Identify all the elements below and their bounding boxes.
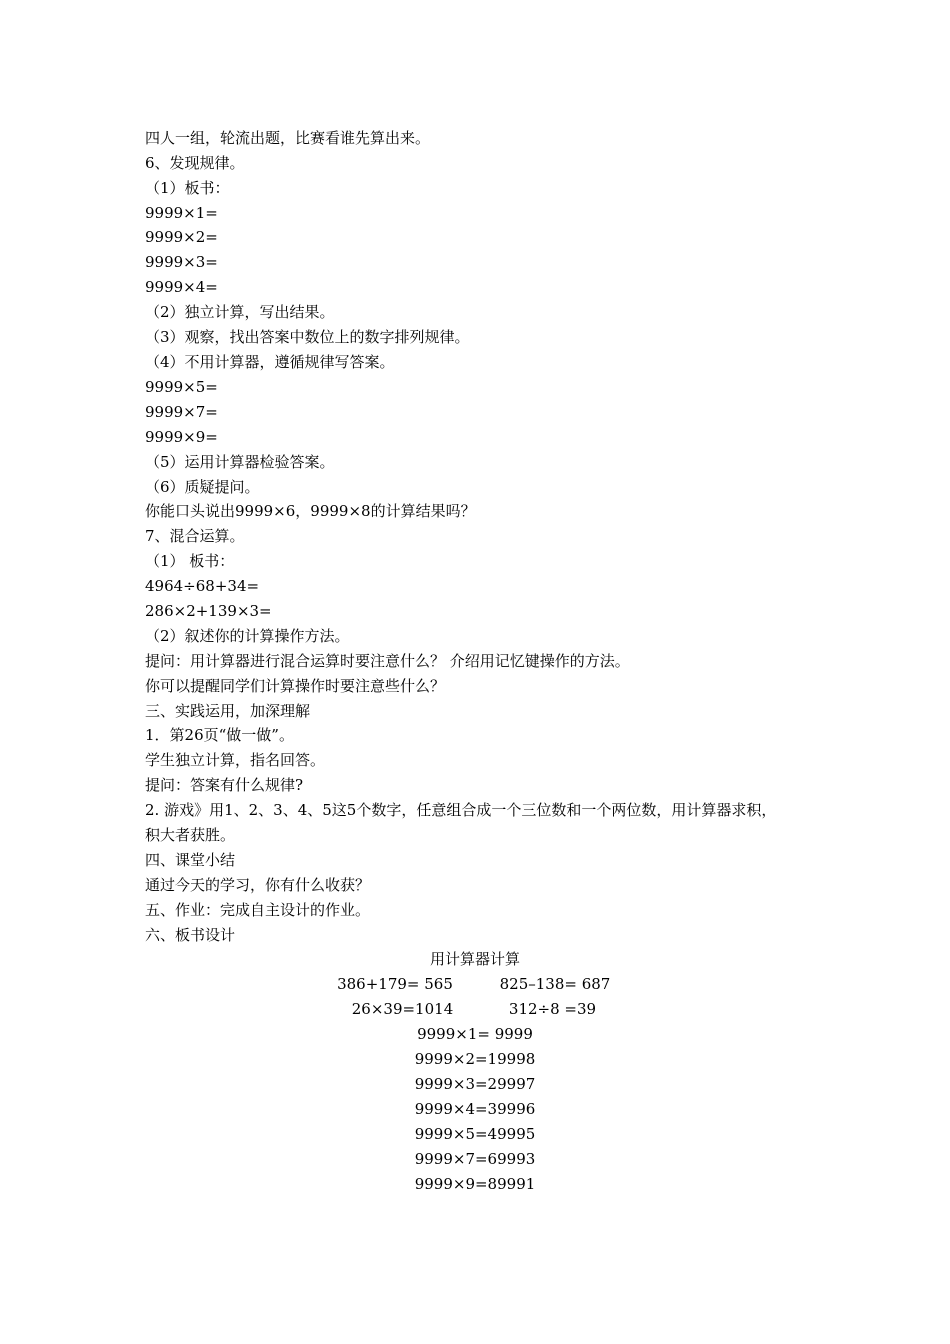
equation-line: 9999×2= (145, 228, 218, 246)
board-result: 9999×3=29997 (414, 1075, 536, 1093)
text-line: 积大者获胜。 (145, 826, 236, 844)
text-line: （3）观察，找出答案中数位上的数字排列规律。 (145, 328, 470, 346)
text-line: 1．第26页“做一做”。 (145, 726, 294, 744)
equation-line: 9999×1= (145, 204, 218, 222)
board-equation: 386+179= 565 (337, 975, 453, 993)
section-heading: 三、实践运用，加深理解 (145, 702, 311, 720)
text-line: 你可以提醒同学们计算操作时要注意些什么？ (145, 677, 446, 695)
board-result: 9999×7=69993 (414, 1150, 536, 1168)
text-line: 提问：答案有什么规律? (145, 776, 304, 794)
equation-line: 9999×9= (145, 428, 218, 446)
board-result: 9999×4=39996 (414, 1100, 536, 1118)
text-line: （5）运用计算器检验答案。 (145, 453, 335, 471)
board-result: 9999×2=19998 (414, 1050, 536, 1068)
text-line: （4）不用计算器，遵循规律写答案。 (145, 353, 395, 371)
text-line: 提问：用计算器进行混合运算时要注意什么？ 介绍用记忆键操作的方法。 (145, 652, 630, 670)
text-line: 学生独立计算，指名回答。 (145, 751, 326, 769)
section-heading: 五、作业：完成自主设计的作业。 (145, 901, 371, 919)
section-heading: 四、课堂小结 (145, 851, 236, 869)
text-line: （1）板书： (145, 179, 230, 197)
board-equation: 26×39=1014 (351, 1000, 454, 1018)
text-line: 四人一组，轮流出题，比赛看谁先算出来。 (145, 129, 431, 147)
equation-line: 9999×5= (145, 378, 218, 396)
board-result: 9999×5=49995 (414, 1125, 536, 1143)
equation-line: 9999×4= (145, 278, 218, 296)
board-title: 用计算器计算 (429, 950, 520, 968)
text-line: （2）独立计算，写出结果。 (145, 303, 335, 321)
equation-line: 286×2+139×3= (145, 602, 272, 620)
section-heading: 7、混合运算。 (145, 527, 245, 545)
text-line: （2）叙述你的计算操作方法。 (145, 627, 350, 645)
equation-line: 9999×7= (145, 403, 218, 421)
board-result: 9999×9=89991 (414, 1175, 536, 1193)
text-line: 你能口头说出9999×6，9999×8的计算结果吗？ (145, 502, 476, 520)
section-heading: 六、板书设计 (145, 926, 236, 944)
text-line: （6）质疑提问。 (145, 478, 260, 496)
board-equation: 312÷8 =39 (508, 1000, 597, 1018)
equation-line: 4964÷68+34= (145, 577, 260, 595)
board-equation: 825–138= 687 (499, 975, 611, 993)
board-result: 9999×1= 9999 (417, 1025, 533, 1043)
section-heading: 6、发现规律。 (145, 154, 245, 172)
equation-line: 9999×3= (145, 253, 218, 271)
text-line: 通过今天的学习，你有什么收获？ (145, 876, 371, 894)
text-line: （1） 板书： (145, 552, 235, 570)
text-line: 2. 游戏》用1、2、3、4、5这5个数字，任意组合成一个三位数和一个两位数，用计算器求积， (145, 801, 777, 819)
